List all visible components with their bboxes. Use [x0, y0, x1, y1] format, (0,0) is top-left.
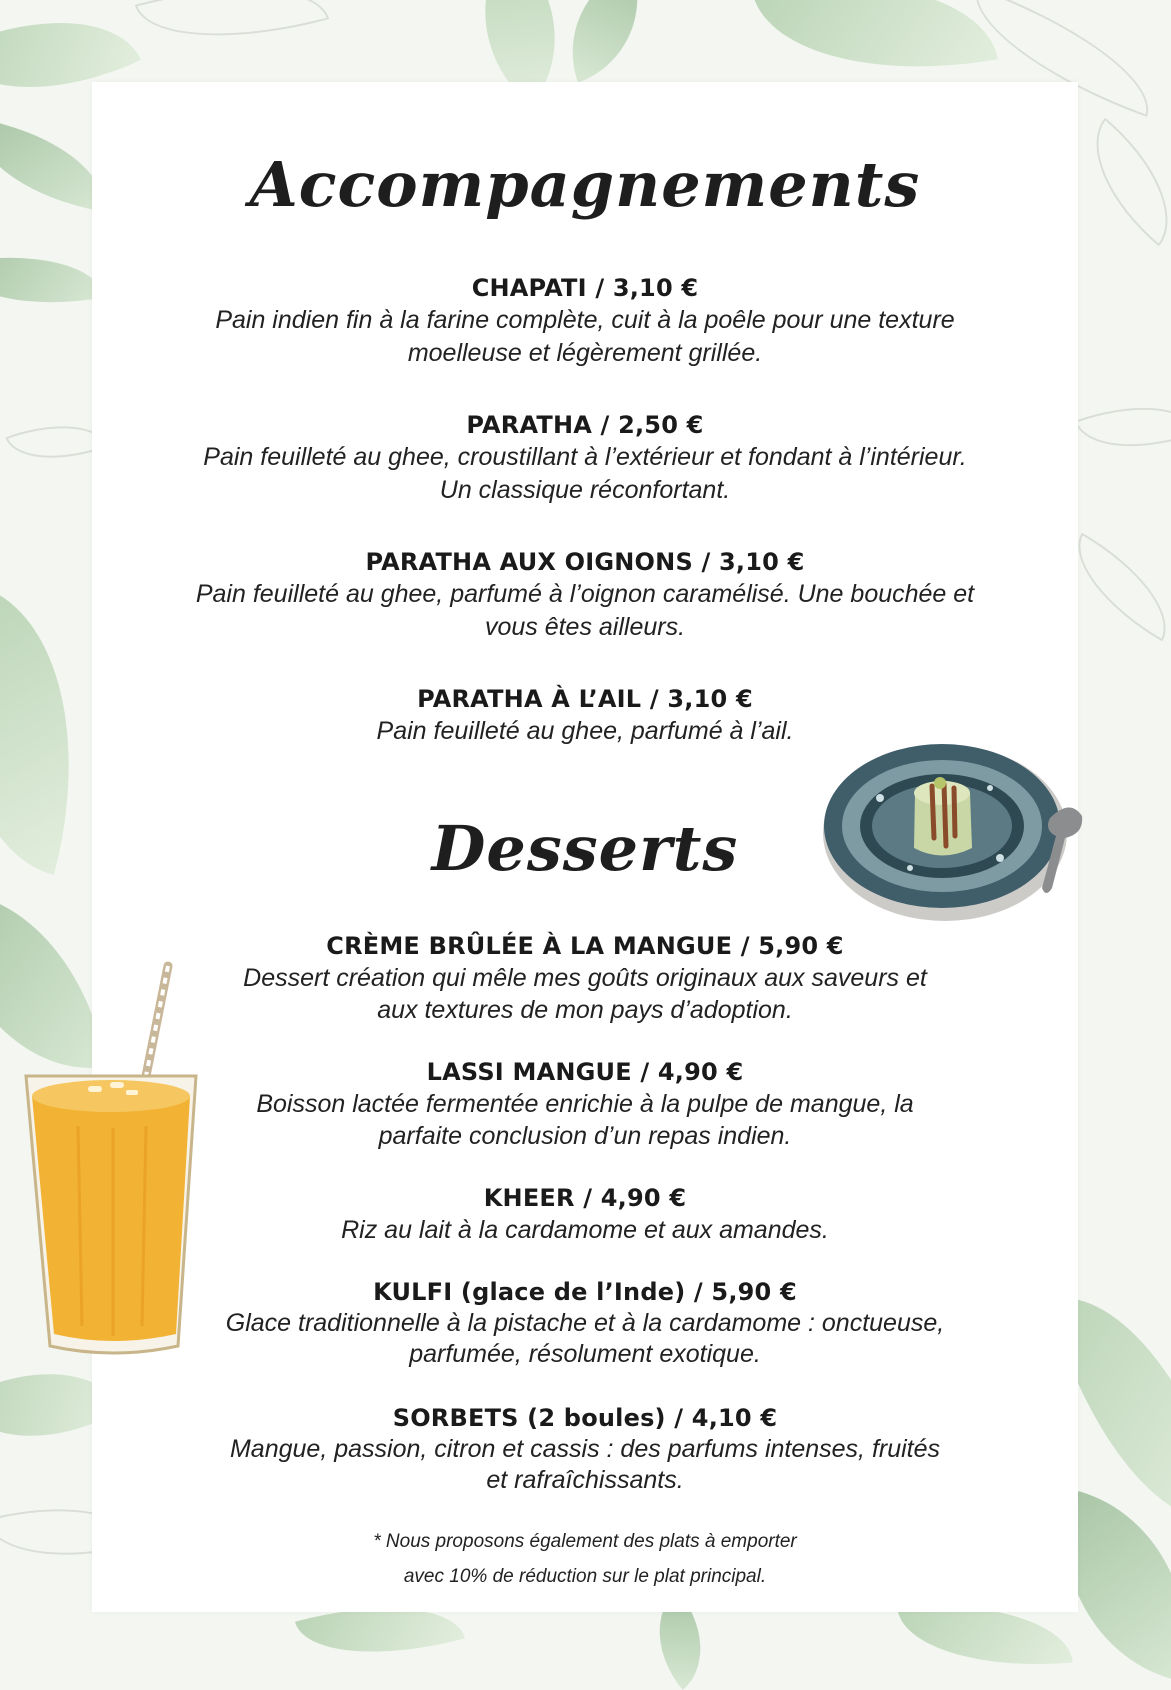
leaf-decoration [547, 0, 662, 83]
menu-item-description: vous êtes ailleurs. [484, 613, 686, 641]
menu-item-name: PARATHA À L’AIL / 3,10 € [417, 685, 753, 713]
leaf-decoration [1064, 118, 1171, 247]
menu-item-name: KULFI (glace de l’Inde) / 5,90 € [373, 1278, 797, 1306]
menu-item-name: SORBETS (2 boules) / 4,10 € [392, 1404, 778, 1432]
menu-item [132, 546, 1038, 644]
section-title-desserts: Desserts [431, 812, 739, 885]
menu-item-description: Riz au lait à la cardamome et aux amandes. [341, 1216, 829, 1244]
menu-item-name: PARATHA AUX OIGNONS / 3,10 € [365, 548, 805, 576]
menu-item-description: Pain feuilleté au ghee, parfumé à l’ail. [376, 717, 794, 745]
footnote-line: avec 10% de réduction sur le plat principal. [403, 1566, 767, 1587]
menu-item [132, 1182, 1038, 1247]
menu-item-description: parfumée, résolument exotique. [409, 1340, 761, 1368]
takeaway-footnote [92, 1524, 1078, 1594]
mango-lassi-glass-icon [18, 956, 208, 1366]
menu-item [132, 409, 1038, 507]
menu-item-name: LASSI MANGUE / 4,90 € [426, 1058, 744, 1086]
menu-item-description: Pain feuilleté au ghee, croustillant à l’extérieur et fondant à l’intérieur. [203, 443, 967, 471]
leaf-decoration [0, 238, 104, 321]
menu-item [132, 1276, 1038, 1370]
menu-item-description: moelleuse et légèrement grillée. [407, 339, 763, 367]
menu-item-description: parfaite conclusion d’un repas indien. [378, 1122, 792, 1150]
menu-item [132, 1402, 1038, 1496]
menu-item-name: CHAPATI / 3,10 € [471, 274, 699, 302]
menu-item-description: Mangue, passion, citron et cassis : des parfums intenses, fruités [229, 1435, 941, 1463]
menu-item-name: CRÈME BRÛLÉE À LA MANGUE / 5,90 € [326, 932, 844, 960]
menu-item-description: Un classique réconfortant. [439, 476, 731, 504]
menu-item-name: PARATHA / 2,50 € [466, 411, 704, 439]
menu-item-description: Dessert création qui mêle mes goûts originaux aux saveurs et [243, 964, 927, 992]
menu-item [132, 272, 1038, 370]
menu-item-description: Pain feuilleté au ghee, parfumé à l’oignon caramélisé. Une bouchée et [195, 580, 975, 608]
menu-item-description: et rafraîchissants. [486, 1466, 684, 1494]
section-title-accompagnements: Accompagnements [249, 148, 921, 221]
menu-item-description: Boisson lactée fermentée enrichie à la pulpe de mangue, la [256, 1090, 914, 1118]
menu-item [132, 930, 1038, 1026]
menu-item-description: Pain indien fin à la farine complète, cuit à la poêle pour une texture [215, 306, 955, 334]
dessert-plate-icon [820, 738, 1088, 928]
menu-item-description: aux textures de mon pays d’adoption. [377, 996, 793, 1024]
footnote-line: * Nous proposons également des plats à emporter [373, 1531, 797, 1552]
menu-item-description: Glace traditionnelle à la pistache et à la cardamome : onctueuse, [225, 1309, 945, 1337]
leaf-decoration [135, 0, 329, 67]
leaf-decoration [1074, 382, 1171, 472]
menu-item-name: KHEER / 4,90 € [483, 1184, 687, 1212]
menu-item [132, 1056, 1038, 1152]
